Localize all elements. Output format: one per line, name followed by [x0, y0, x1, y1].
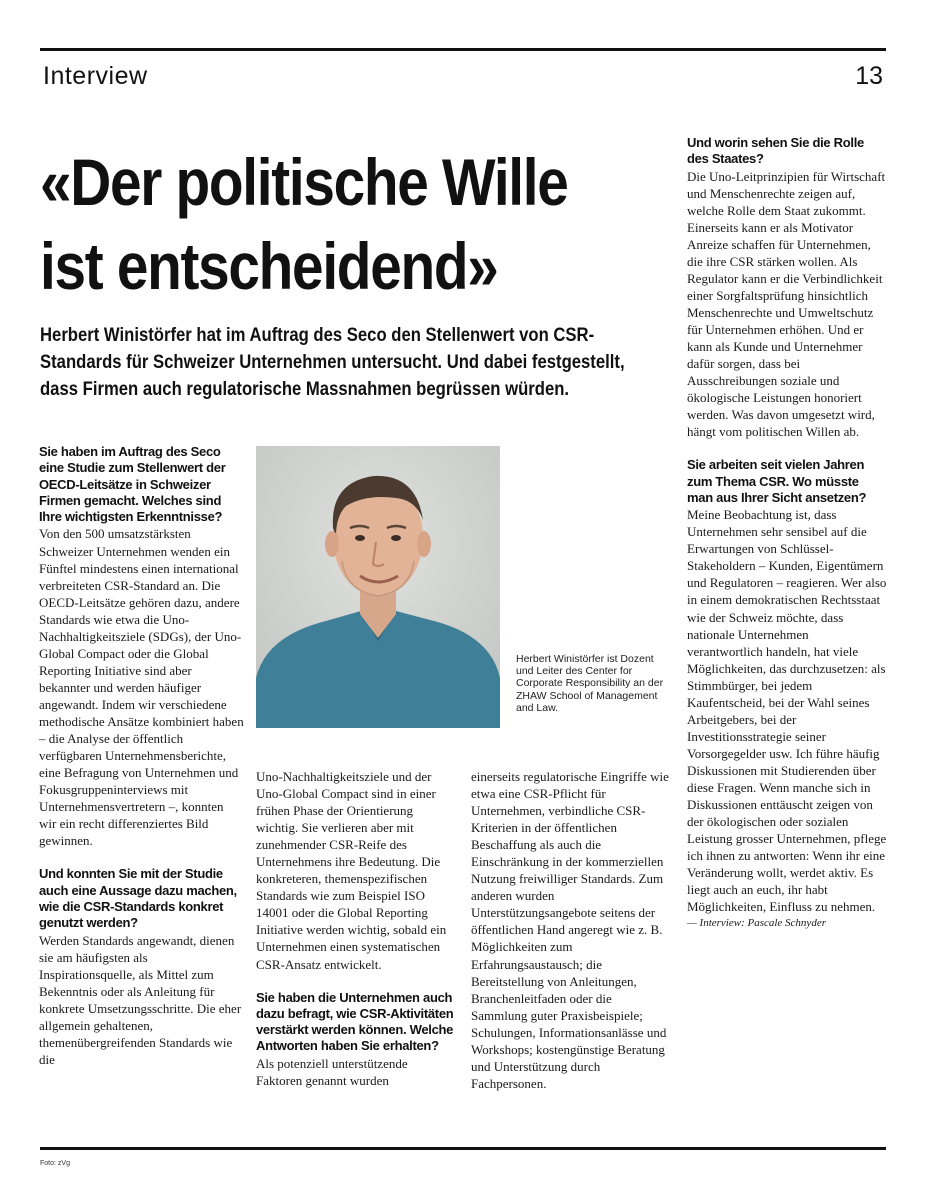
answer-2-continued: Uno-Nachhaltigkeitsziele und der Uno-Global Compact sind in einer frühen Phase der Orientierung wichtig. Sie verlieren aber mit zunehmender CSR-Reife des Unternehmens ihre Bedeutung. Die konkreteren, themenspezifischen Standards wie zum Beispiel ISO 14001 oder die Global Reporting Initiative werden wichtig, sobald ein Unternehmen einen systematischen CSR-Ansatz entwickelt. [256, 769, 447, 972]
answer-4: Die Uno-Leitprinzipien für Wirtschaft und Menschenrechte zeigen auf, welche Rolle dem Staat zukommt. Einerseits kann er als Motivator Anreize schaffen für Unternehmen, die ihre CSR stärken wollen. Als Regulator kann er die Verbindlichkeit einer Sorgfaltsprüfung hinsichtlich Menschenrechte und Umweltschutz für Unternehmen erhöhen. Und er kann als Kunde und Unternehmer dafür sorgen, dass bei Ausschreibungen soziale und ökologische Leistungen honoriert werden. Was davon umgesetzt wird, hängt vom politischen Willen ab. [687, 168, 886, 440]
photo-credit: Foto: zVg [40, 1160, 70, 1167]
portrait-illustration [256, 446, 500, 728]
question-4: Und worin sehen Sie die Rolle des Staates? [687, 135, 864, 167]
answer-2: Werden Standards angewandt, dienen sie am häufigsten als Inspirationsquelle, als Mittel zum Bekenntnis oder als Anleitung für konkrete Umsetzungsschritte. Die eher allgemein gehaltenen, themenübergreifenden Standards wie die [39, 932, 242, 1067]
headline: «Der politische Wille ist entscheidend» [40, 145, 568, 303]
question-5: Sie arbeiten seit vielen Jahren zum Thema CSR. Wo müsste man aus Ihrer Sicht ansetzen? [687, 457, 867, 505]
section-label: Interview [43, 62, 148, 90]
column-4 [687, 135, 887, 932]
bottom-rule [40, 1147, 886, 1150]
question-3: Sie haben die Unternehmen auch dazu befragt, wie CSR-Aktivitäten verstärkt werden können. Welche Antworten haben Sie erhalten? [256, 989, 454, 1054]
top-rule [40, 48, 886, 51]
interview-signoff: — Interview: Pascale Schnyder [687, 917, 826, 930]
page-number: 13 [855, 62, 883, 90]
question-2: Und konnten Sie mit der Studie auch eine Aussage dazu machen, wie die CSR-Standards konkret genutzt werden? [39, 866, 237, 931]
answer-5: Meine Beobachtung ist, dass Unternehmen sehr sensibel auf die Erwartungen von Schlüssel-Stakeholdern – Kunden, Eigentümern und Regulatoren – reagieren. Wer also in einem demokratischen Rechtsstaat wie der Schweiz möchte, dass nationale Unternehmen verantwortlich handeln, hat viele Möglichkeiten, das durchzusetzen: als Stimmbürger, bei jedem Kaufentscheid, bei der Wahl seines Arbeitgebers, bei der Investitionsstrategie seiner Vorsorgegelder usw. Ich führe häufig Diskussionen mit Studierenden über diese Fragen. Wenn manche sich in Diskussionen enttäuscht zeigen von der ökologischen oder sozialen Leistung grosser Unternehmen, pflege ich ihnen zu antworten: Wenn ihr eine Veränderung wollt, werdet aktiv. Es liegt auch an euch, ihr habt Möglichkeiten, Einfluss zu nehmen. [687, 507, 887, 915]
question-1: Sie haben im Auftrag des Seco eine Studie zum Stellenwert der OECD-Leitsätze in Schweizer Firmen gemacht. Welches sind Ihre wichtigsten Erkenntnisse? [39, 444, 226, 525]
column-3 [471, 768, 671, 1092]
answer-1: Von den 500 umsatzstärksten Schweizer Unternehmen wenden ein Fünftel mindestens einen international verbreiteten CSR-Standard an. Die OECD-Leitsätze gehören dazu, andere Standards wie etwa die Uno-Nachhaltigkeitsziele (SDGs), der Uno-Global Compact oder die Global Reporting Initiative sind aber bekannter und werden häufiger angewandt. Indem wir verschiedene methodische Ansätze kombiniert haben – die Analyse der öffentlich verfügbaren Unternehmensberichte, eine Befragung von Unternehmen und Fokusgruppeninterviews mit Unternehmensvertretern –, konnten wir ein recht differenziertes Bild gewinnen. [39, 526, 244, 849]
answer-3-continued: einerseits regulatorische Eingriffe wie etwa eine CSR-Pflicht für Unternehmen, verbindliche CSR-Kriterien in der öffentlichen Beschaffung als auch die Einschränkung in der kommerziellen Nutzung freiwilliger Standards. Zum anderen wurden Unterstützungsangebote seitens der öffentlichen Hand angeregt wie z. B. Möglichkeiten zum Erfahrungsaustausch; die Bereitstellung von Anleitungen, Branchenleitfaden oder die Sammlung guter Praxisbeispiele; Schulungen, Informationsanlässe und Workshops; kostengünstige Beratung und Unterstützung durch Fachpersonen. [471, 769, 669, 1091]
column-2 [256, 768, 456, 1089]
column-1 [39, 444, 244, 1068]
portrait-photo [256, 446, 500, 728]
lead-paragraph: Herbert Winistörfer hat im Auftrag des Seco den Stellenwert von CSR-Standards für Schweizer Unternehmen untersucht. Und dabei festgestellt, dass Firmen auch regulatorische Massnahmen begrüssen würden. [40, 324, 625, 400]
photo-caption: Herbert Winistörfer ist Dozent und Leiter des Center for Corporate Responsibility an der ZHAW School of Management and Law. [516, 653, 664, 714]
answer-3: Als potenziell unterstützende Faktoren genannt wurden [256, 1055, 408, 1088]
